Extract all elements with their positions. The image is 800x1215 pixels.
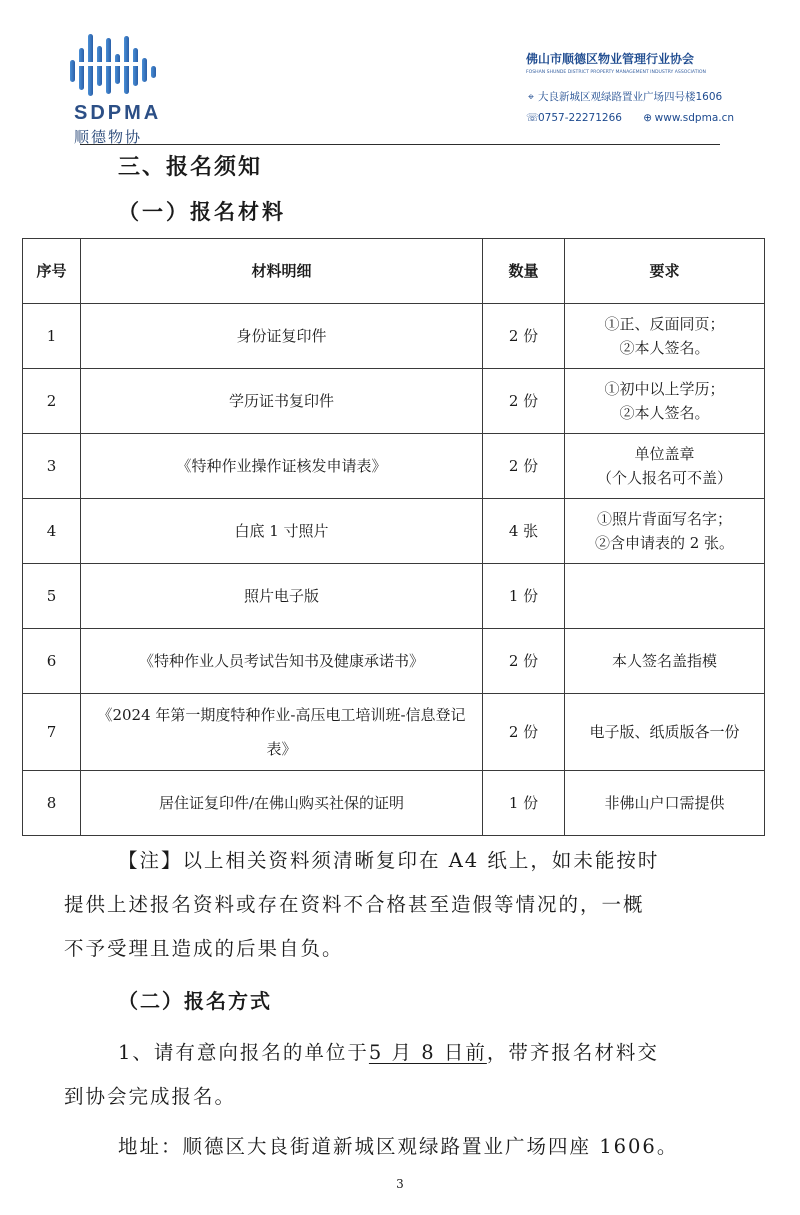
req-line: ②本人签名。 (619, 404, 710, 422)
cell-item: 身份证复印件 (81, 304, 483, 369)
method-line-2: 到协会完成报名。 (64, 1085, 237, 1108)
sdpma-logo (66, 28, 176, 146)
req-line: ①初中以上学历； (604, 380, 725, 398)
association-english-name: FOSHAN SHUNDE DISTRICT PROPERTY MANAGEMENT INDUSTRY ASSOCIATION (526, 70, 706, 75)
location-pin-icon: ⌖ (528, 91, 534, 103)
cell-item: 照片电子版 (81, 564, 483, 629)
logo-bars-icon (66, 28, 166, 100)
col-header-qty: 数量 (483, 239, 565, 304)
method-line-1 (118, 1037, 659, 1065)
note-line-3: 不予受理且造成的后果自负。 (64, 937, 344, 960)
website-link[interactable]: www.sdpma.cn (654, 112, 735, 124)
subsection-materials-title: （一）报名材料 (118, 199, 286, 224)
table-row (23, 434, 765, 499)
cell-item: 《特种作业操作证核发申请表》 (81, 434, 483, 499)
cell-qty: 4 张 (483, 499, 565, 564)
cell-requirement (565, 499, 765, 564)
table-row (23, 694, 765, 771)
materials-table (22, 238, 765, 836)
cell-qty: 2 份 (483, 694, 565, 771)
cell-qty: 1 份 (483, 771, 565, 836)
req-line: ②本人签名。 (619, 339, 710, 357)
cell-no: 4 (23, 499, 81, 564)
cell-item: 居住证复印件/在佛山购买社保的证明 (81, 771, 483, 836)
method-address: 地址：顺德区大良街道新城区观绿路置业广场四座 1606。 (118, 1135, 679, 1158)
association-contact (526, 112, 756, 124)
cell-qty: 1 份 (483, 564, 565, 629)
cell-item: 《特种作业人员考试告知书及健康承诺书》 (81, 629, 483, 694)
section-title: 三、报名须知 (118, 154, 263, 180)
cell-requirement (565, 434, 765, 499)
cell-qty: 2 份 (483, 304, 565, 369)
cell-no: 5 (23, 564, 81, 629)
association-info (526, 50, 756, 124)
req-line: ①照片背面写名字； (596, 510, 732, 528)
method-suffix: ，带齐报名材料交 (486, 1041, 659, 1064)
cell-no: 3 (23, 434, 81, 499)
cell-no: 2 (23, 369, 81, 434)
logo-wordmark: SDPMA (74, 102, 162, 124)
req-line: （个人报名可不盖） (596, 469, 732, 487)
cell-no: 1 (23, 304, 81, 369)
table-row (23, 499, 765, 564)
req-line: ①正、反面同页； (604, 315, 725, 333)
cell-item: 学历证书复印件 (81, 369, 483, 434)
cell-qty: 2 份 (483, 369, 565, 434)
cell-item: 白底 1 寸照片 (81, 499, 483, 564)
globe-icon: ⊕ (643, 112, 653, 124)
table-header-row (23, 239, 765, 304)
table-row (23, 771, 765, 836)
phone-icon: ☏ (526, 112, 540, 124)
cell-requirement (565, 304, 765, 369)
header-divider (80, 144, 720, 145)
cell-no: 6 (23, 629, 81, 694)
cell-requirement (565, 369, 765, 434)
cell-item: 《2024 年第一期度特种作业-高压电工培训班-信息登记表》 (81, 694, 483, 771)
deadline-date: 5 月 8 日前 (368, 1041, 487, 1064)
address-text: 大良新城区观绿路置业广场四号楼1606 (538, 91, 723, 103)
req-line: 单位盖章 (634, 445, 695, 463)
association-address (526, 89, 756, 104)
note-line-2: 提供上述报名资料或存在资料不合格甚至造假等情况的，一概 (64, 893, 645, 916)
logo-chinese-name: 顺德物协 (74, 128, 143, 146)
table-row (23, 304, 765, 369)
col-header-requirement: 要求 (565, 239, 765, 304)
page-number: 3 (396, 1177, 404, 1191)
cell-qty: 2 份 (483, 629, 565, 694)
table-row (23, 564, 765, 629)
phone-text: 0757-22271266 (538, 112, 622, 124)
cell-requirement (565, 564, 765, 629)
req-line: ②含申请表的 2 张。 (594, 534, 735, 552)
cell-requirement: 电子版、纸质版各一份 (565, 694, 765, 771)
col-header-item: 材料明细 (81, 239, 483, 304)
table-row (23, 629, 765, 694)
cell-requirement: 本人签名盖指模 (565, 629, 765, 694)
note-line-1: 【注】以上相关资料须清晰复印在 A4 纸上，如未能按时 (118, 849, 660, 872)
table-row (23, 369, 765, 434)
cell-qty: 2 份 (483, 434, 565, 499)
association-name: 佛山市顺德区物业管理行业协会 (526, 52, 695, 66)
col-header-no: 序号 (23, 239, 81, 304)
cell-requirement: 非佛山户口需提供 (565, 771, 765, 836)
subsection-method-title: （二）报名方式 (118, 989, 272, 1013)
cell-no: 7 (23, 694, 81, 771)
method-prefix: 1、请有意向报名的单位于 (118, 1041, 369, 1064)
cell-no: 8 (23, 771, 81, 836)
